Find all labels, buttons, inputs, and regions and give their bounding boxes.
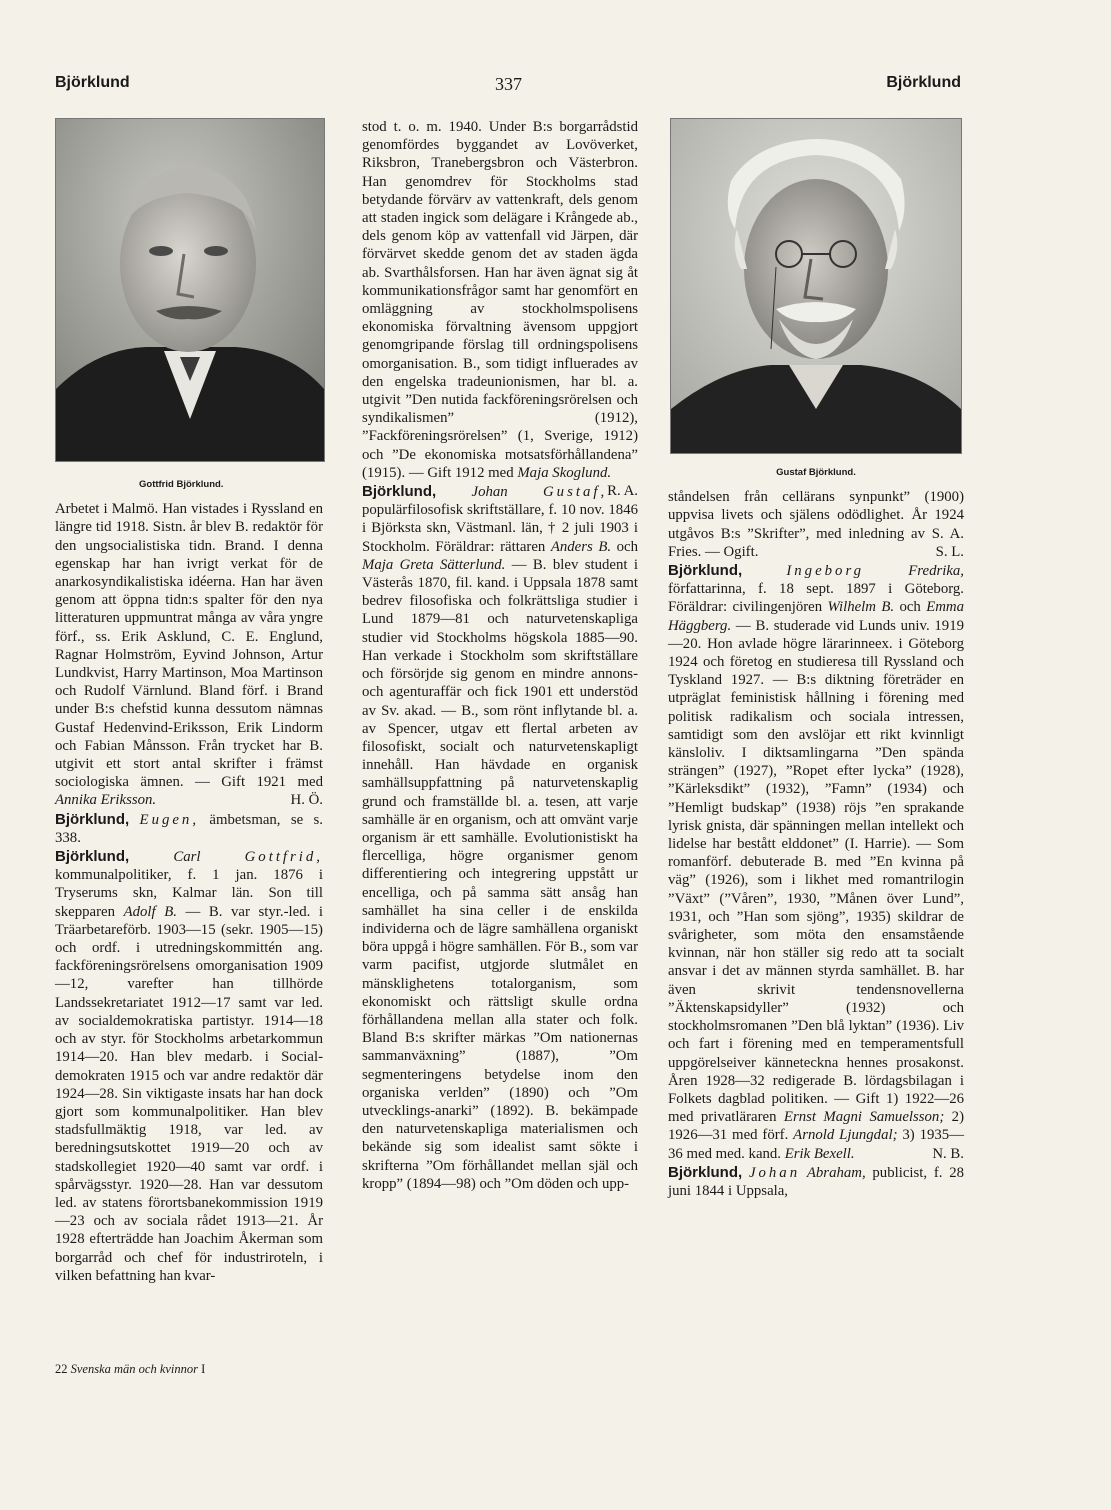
column-2 [362, 118, 638, 1193]
portrait-image [56, 119, 324, 461]
column-3 [668, 118, 964, 1200]
page-footer: 22 Svenska män och kvinnor I [55, 1362, 206, 1376]
paragraph: stod t. o. m. 1940. Under B:s borgarrådstid genomfördes byggandet av Lovöverket, Riksbron, Tranebergsbron och Västerbron. Han genomdrev för Stockholms stad betydande förvärv av vattenkraft, dels genom att staden ingick som delägare i Krångede ab., dels genom köp av vattenfall vid Järpen, där förvärvet skedde genom det av staden ägda ab. Svarthålsforsen. Han har även ägnat sig åt kommunikationsfrågor samt har genomfört en omläggning av stockholmspolisens ekonomiska förvaltning ävensom uppgjort genomgripande förslag till ordningspolisens omorganisation. B., som tidigt influerades av den engelska tradeunionismen, har bl. a. utgivit ”Den nutida fackföreningsrörelsen och syndikalismen” (1912), ”Fackföreningsrörelsen” (1, Sverige, 1912) och ”De ekonomiska motsatsförhållandena” (1915). — Gift 1912 med Maja Skoglund. R. A. [362, 119, 638, 500]
portrait-gustaf-bjorklund [670, 118, 962, 454]
entry-johan-gustaf: Björklund, Johan Gustaf, populärfilosofisk skriftställare, f. 10 nov. 1846 i Björksta skn, Västmanl. län, † 2 juli 1903 i Stockholm. Föräldrar: rättaren Anders B. och Maja Greta Sätterlund. — B. blev student i Västerås 1870, fil. kand. i Uppsala 1878 samt bedrev filosofiska och folkrättsliga studier i Lund 1879—81 och naturvetenskapliga studier vid Stockholms högskola 1885—90. Han verkade i Stockholm som skriftställare och försörjde sig genom en mindre annons- och agenturaffär och fick 1901 ett understöd av Sv. akad. — B., som rönt inflytande bl. a. av Spencer, utgav ett flertal arbeten av filosofiskt, socialt och naturvetenskapligt innehåll. Han hävdade en organisk samhällsuppfattning på naturvetenskaplig grund och framställde bl. a. tesen, att varje samhälle är en organism, och att omvänt varje organism är ett samhälle. Evolutionistiskt ha flercelliga, högre organismer genom differentiering och integrering uppstått ur encelliga, och på samma sätt ansåg han samhället ha sina celler i de enskilda individerna och de lägre samhällena organiskt böra uppgå i högre samhällen. För B., som var varm pacifist, utgjorde slutmålet en mänsklighetens totalorganism, som ekonomiskt och rättsligt skulle ordna förhållandena mellan alla stater och folk. Bland B:s skrifter märkas ”Om nationernas sammanväxning” (1887), ”Om segmenteringens betydelse inom den organiska verlden” (1890) och ”Om utvecklings-anarki” (1892). B. bekämpade den naturvetenskapliga materialismen och bekände sig som idealist samt sökte i skrifterna ”Om förhållandet mellan själ och kropp” (1894—98) och ”Om döden och upp- [362, 483, 638, 1192]
portrait-image [671, 119, 961, 453]
signature: N. B. [932, 1145, 964, 1162]
entry-johan-abraham: Björklund, Johan Abraham, publicist, f. 28 juni 1844 i Uppsala, [668, 1163, 965, 1199]
entry-gottfrid: Björklund, Carl Gottfrid, kommunalpolitiker, f. 1 jan. 1876 i Tryserums skn, Kalmar län. Son till skepparen Adolf B. — B. var styr.-led. i Träarbetareförb. 1903—15 (sekr. 1905—15) och ordf. i utredningskommittén ang. fackföreningsrörelsens omorganisation 1909—12, varefter han tillhörde Landssekretariatet 1912—17 samt var led. av socialdemokratiska partistyr. 1914—18 och av styr. för Stockholms arbetarkommun 1914—20. Han blev medarb. i Social-demokraten 1915 och var andre redaktör där 1924—28. Sin viktigaste insats har han dock gjort som kommunalpolitiker. Han blev stadsfullmäktig 1918, var led. av beredningsutskottet 1919—20 och av stadskollegiet 1920—40 samt var ordf. i spårvägsstyr. 1920—28. Han var dessutom led. av statens förortsbanekommission 1919—23 och av sociala rådet 1913—21. År 1928 efterträdde han Joachim Åkerman som borgarråd och chef för industriroteln, i vilken befattning han kvar- [55, 848, 324, 1284]
entry-ingeborg: Björklund, Ingeborg Fredrika, författarinna, f. 18 sept. 1897 i Göteborg. Föräldrar: civilingenjören Wilhelm B. och Emma Häggberg. — B. studerade vid Lunds univ. 1919—20. Hon avlade högre lärarinneex. i Göteborg 1924 och företog en studieresa till Ryssland och Tyskland 1927. — B:s diktning företräder en utpräglat feministisk hållning i förening med politisk radikalism och sociala intressen, samtidigt som den avslöjar ett rikt kvinnligt känsloliv. I diktsamlingarna ”Den spända strängen” (1927), ”Ropet efter lycka” (1928), ”Kärleksdikt” (1932), ”Famn” (1934) och ”Hemligt budskap” (1938) röjs ”en sprakande lyrisk gnista, där spänningen mellan intellekt och lidelse har bestått elddonet” (I. Harrie). — Som romanförf. debuterade B. med ”En kvinna på väg” (1926), som i likhet med romantrilogin ”Växt” (”Våren”, 1930, ”Månen över Lund”, 1931, och ”Han som sjöng”, 1935) skildrar de svårigheter, som möta den ensamstående kvinnan, när hon ställer sig redo att ta socialt ansvar i det av männen styrda samhället. B. har även skrivit tendensnovellerna ”Äktenskapsidyller” (1932) och stockholmsromanen ”Den blå lyktan” (1936). Liv och fart i förening med en temperamentsfull uppgörelseiver känneteckna hennes prosakonst. Åren 1928—32 redigerade B. lördagsbilagan i Folkets dagblad politiken. — Gift 1) 1922—26 med privatläraren Ernst Magni Samuelsson; 2) 1926—31 med förf. Arnold Ljungdal; 3) 1935—36 med med. kand. Erik Bexell. N. B. [668, 562, 965, 1162]
portrait-gottfrid-bjorklund [55, 118, 325, 462]
signature: S. L. [935, 543, 964, 560]
signature: R. A. [607, 483, 638, 500]
portrait-caption: Gottfrid Björklund. [139, 479, 224, 490]
paragraph: Arbetet i Malmö. Han vistades i Ryssland en längre tid 1918. Sistn. år blev B. redaktör för den ungsocialistiska tidn. Brand. I denna egenskap har han ivrigt verkat för de anarkosyndikalistiska idéerna. Han har även genom att öppna tidn:s spalter för den nya litteraturen uppmuntrat många av våra yngre förf., ss. Erik Asklund, C. E. Englund, Ragnar Holmström, Eyvind Johnson, Artur Lundkvist, Harry Martinson, Moa Martinson och Rudolf Värnlund. Bland förf. i Brand under B:s chefstid kunna dessutom nämnas Gustaf Hedenvind-Eriksson, Erik Lindorm och Fabian Månsson. Från trycket har B. utgivit ett stort antal skrifter i främst sociologiska ämnen. — Gift 1921 med Annika Eriksson. H. Ö. [55, 501, 323, 809]
running-head-right: Björklund [886, 74, 961, 91]
column-1 [55, 118, 323, 1285]
running-head-left: Björklund [55, 74, 130, 91]
portrait-caption: Gustaf Björklund. [776, 467, 856, 478]
paragraph: ståndelsen från cellärans synpunkt” (1900) uppvisa livets och själens odödlighet. År 1924 utgåvos B:s ”Skrifter”, med inledning av S. A. Fries. — Ogift. S. L. [668, 489, 964, 560]
page-number: 337 [495, 74, 522, 94]
entry-eugen: Björklund, Eugen, ämbetsman, se s. 338. [55, 810, 323, 846]
signature: H. Ö. [290, 792, 323, 809]
